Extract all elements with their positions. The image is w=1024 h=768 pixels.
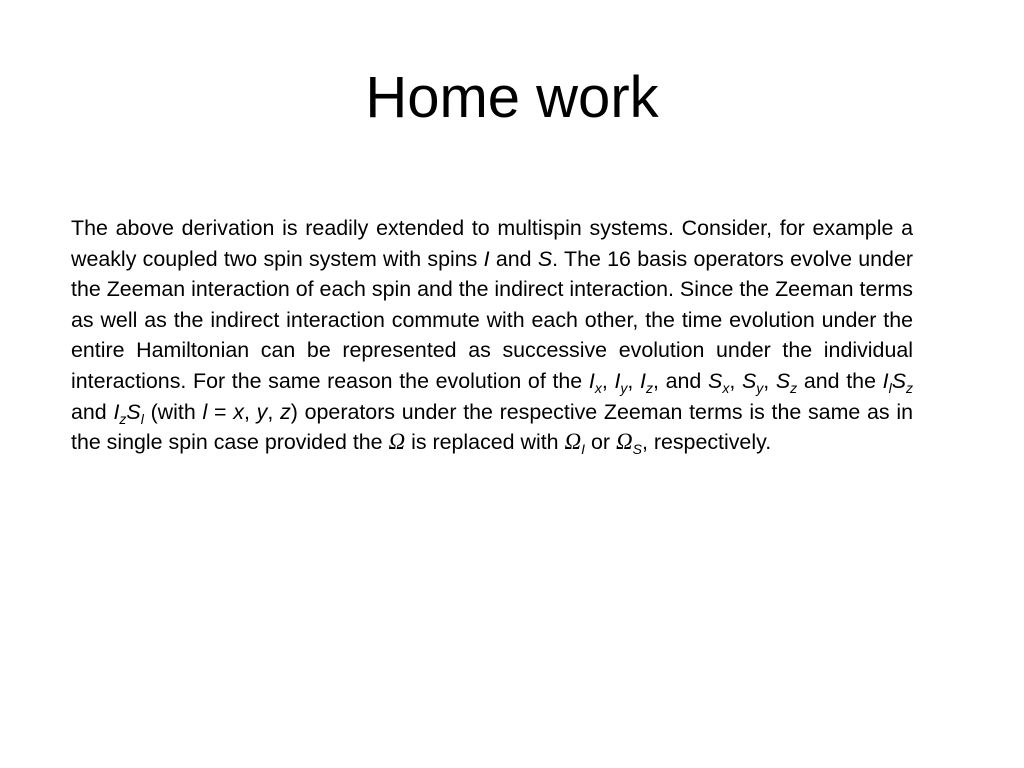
var-y: y [256, 399, 268, 424]
body-paragraph [71, 213, 913, 458]
text-run: , respectively. [641, 430, 772, 455]
text-the: the [846, 368, 876, 393]
text-and: and [495, 246, 532, 271]
text-and: and [665, 368, 702, 393]
sub-x: x [722, 379, 730, 396]
sub-z: z [906, 379, 914, 396]
omega-symbol: Ω [388, 429, 406, 455]
op-S: S [741, 368, 757, 393]
op-S: S [126, 399, 141, 424]
comma: , [763, 368, 770, 393]
sub-I: I [581, 441, 586, 458]
spin-I: I [483, 246, 490, 271]
var-z: z [280, 399, 291, 424]
text-replaced: is replaced with [411, 430, 559, 455]
op-I: I [640, 368, 646, 393]
comma: , [653, 368, 659, 393]
op-S: S [708, 368, 723, 393]
comma: , [243, 399, 250, 424]
sub-z: z [119, 410, 127, 427]
spin-S: S [537, 246, 553, 271]
op-S: S [891, 368, 907, 393]
sub-y: y [756, 379, 764, 396]
omega-symbol: Ω [615, 429, 633, 455]
text-run: The above derivation is readily extended to multispin systems. Consider, for example a weakly coupled two spin system with spins [71, 216, 913, 271]
op-I: I [113, 399, 120, 424]
text-with: (with [150, 399, 196, 424]
slide-title: Home work [365, 65, 659, 130]
sub-z: z [646, 379, 653, 396]
text-and: and [803, 368, 840, 393]
sub-y: y [620, 379, 628, 396]
sub-l: l [888, 379, 892, 396]
var-x: x [233, 399, 244, 424]
text-and: and [71, 399, 107, 424]
sub-S: S [632, 441, 642, 458]
sub-x: x [594, 379, 602, 396]
op-S: S [775, 368, 791, 393]
comma: , [729, 368, 736, 393]
var-l: l [202, 399, 208, 424]
close-paren: ) [290, 399, 298, 424]
op-I: I [882, 368, 889, 393]
text-or: or [590, 430, 611, 455]
comma: , [627, 368, 634, 393]
equals: = [214, 399, 227, 424]
text-run: operators under the respective Zeeman terms is the same as in the single spin case provided the [71, 399, 914, 455]
sub-l: l [140, 410, 144, 427]
op-I: I [614, 368, 621, 393]
comma: , [267, 399, 274, 424]
comma: , [601, 368, 608, 393]
text-run: . The 16 basis operators evolve under the Zeeman interaction of each spin and the indirect interaction. Since the Zeeman terms as well as the indirect interaction commute with each other, the time evolution under the entire Hamiltonian can be represented as successive evolution under the individual interactions. For the same reason the evolution of the [71, 246, 913, 393]
op-I: I [588, 368, 595, 393]
omega-symbol: Ω [564, 429, 582, 455]
sub-z: z [790, 379, 798, 396]
